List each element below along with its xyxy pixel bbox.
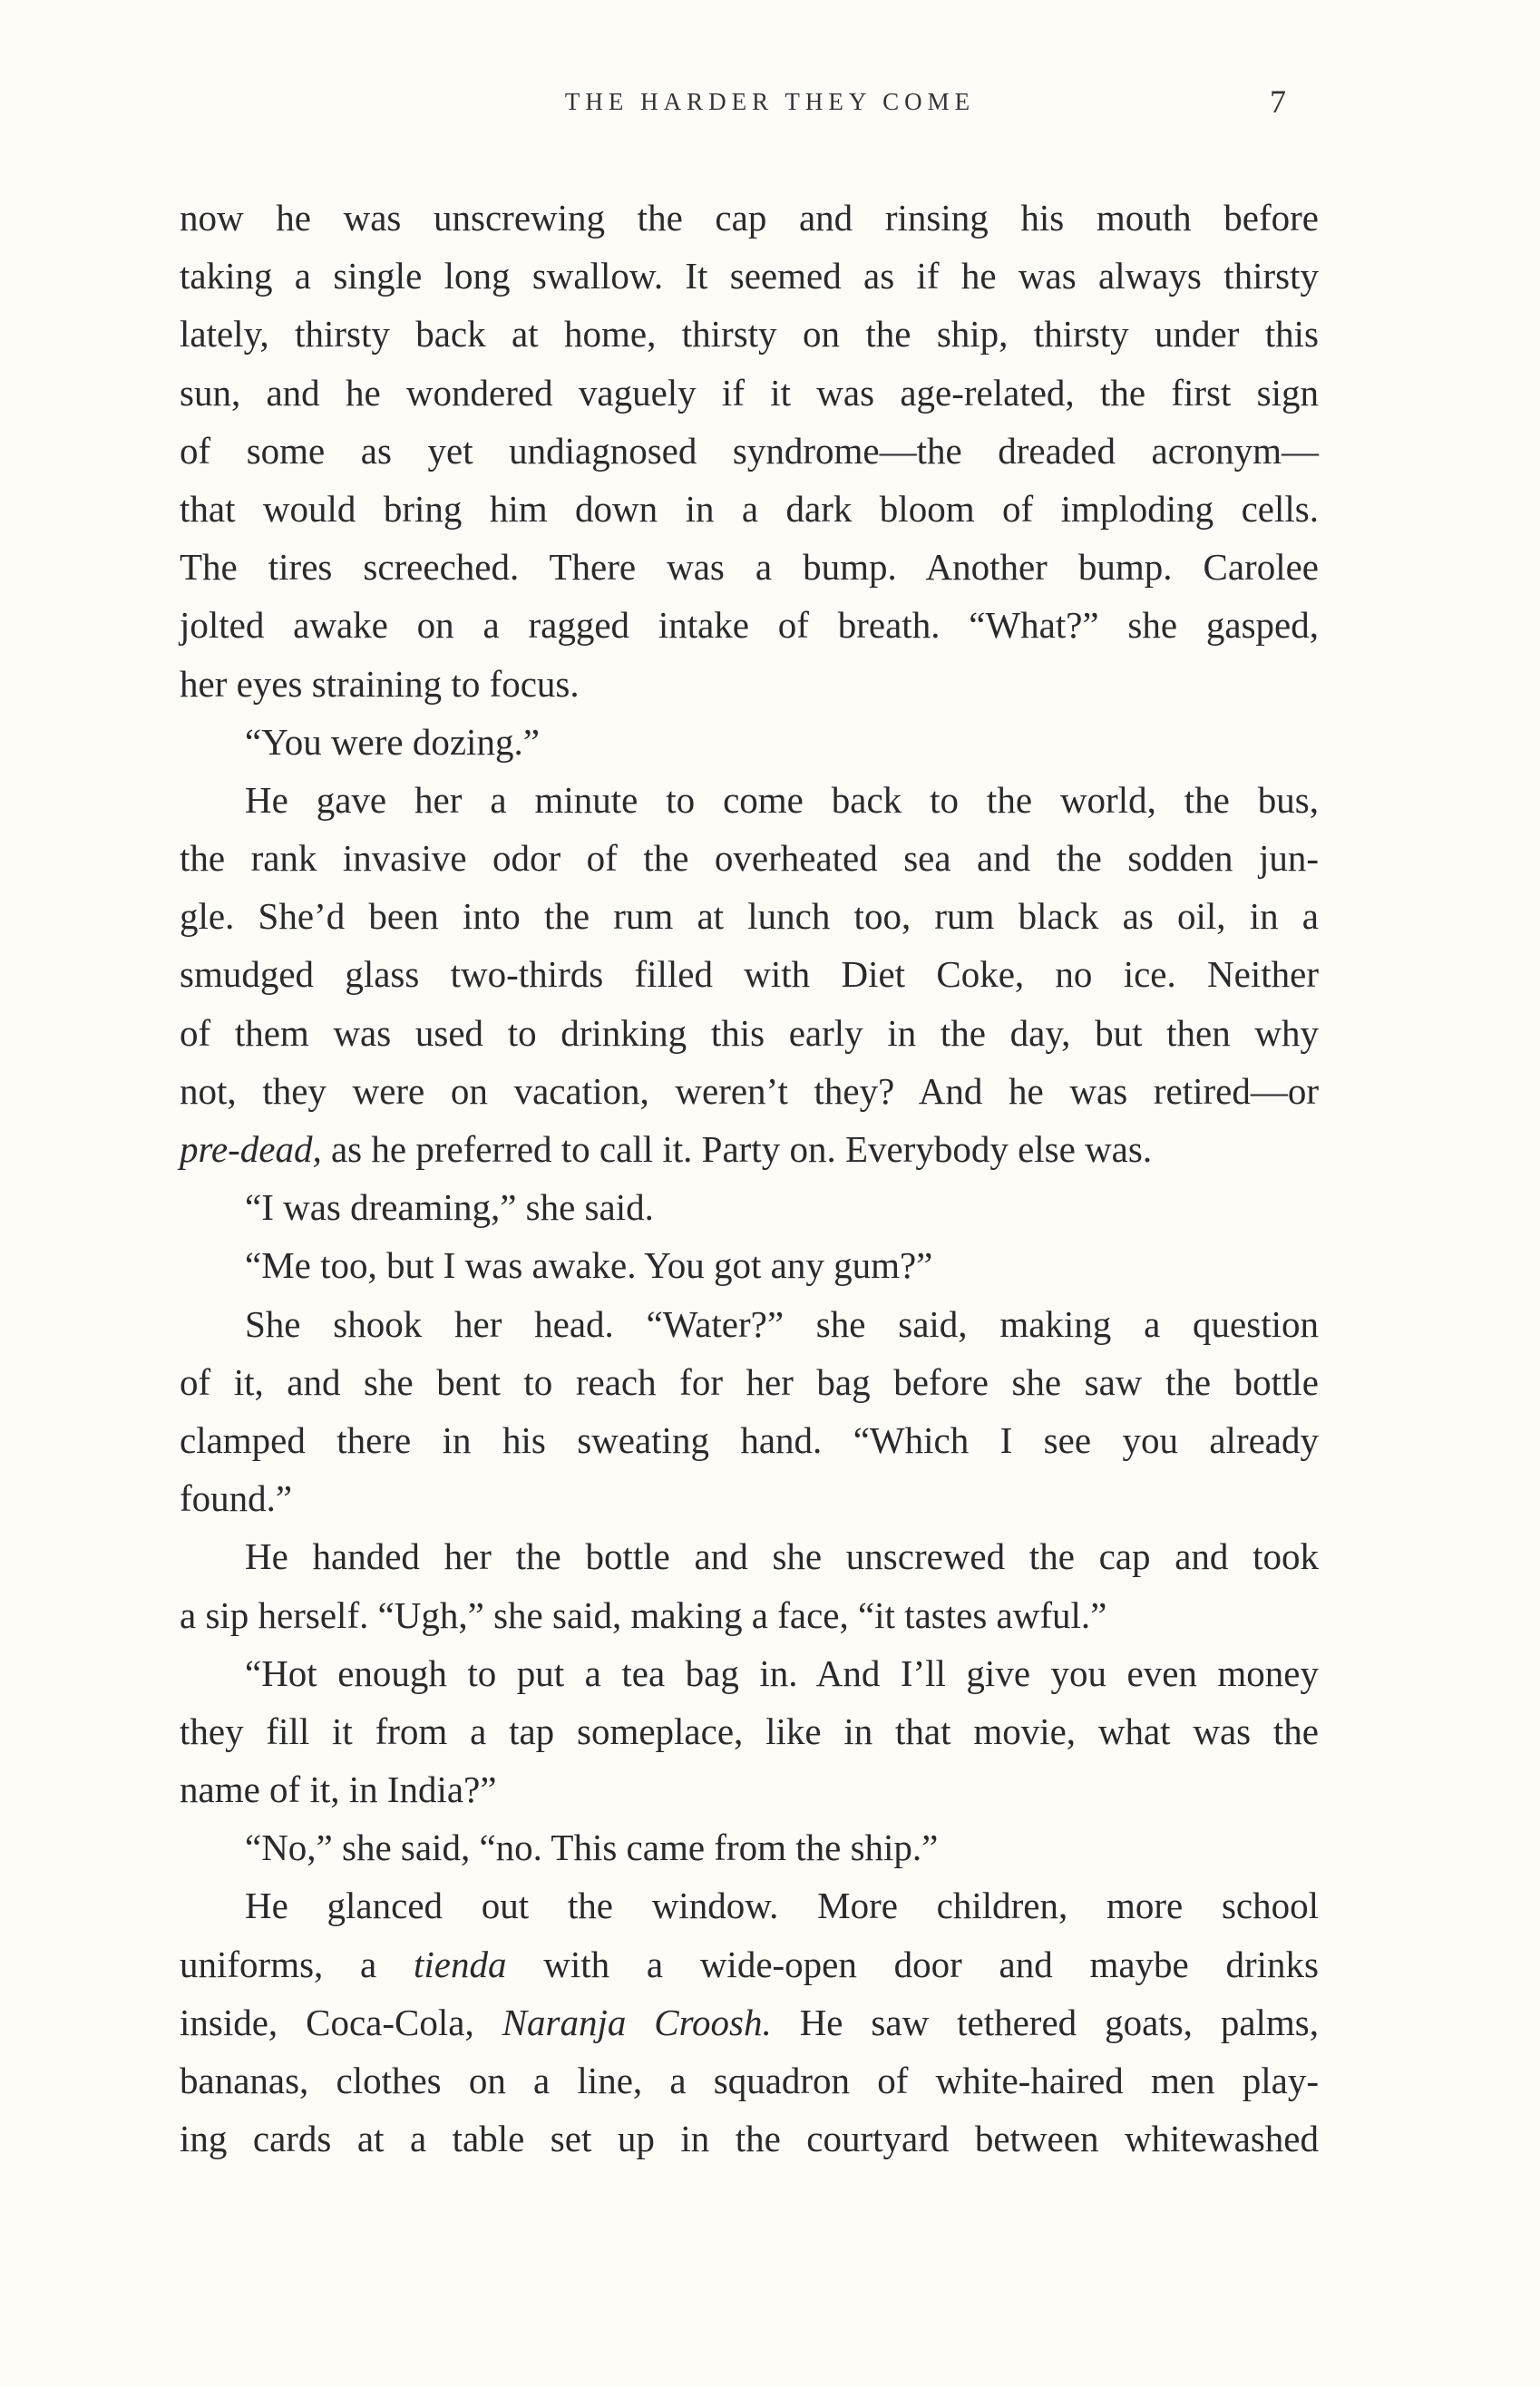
text-segment: of them was used to drinking this early in the day, but then why bbox=[180, 1011, 1319, 1054]
text-segment: jolted awake on a ragged intake of breath. “What?” she gasped, bbox=[180, 604, 1319, 647]
text-segment: She shook her head. “Water?” she said, making a question bbox=[245, 1302, 1319, 1345]
text-segment: He handed her the bottle and she unscrewed the cap and took bbox=[245, 1535, 1319, 1578]
italic-text: Naranja Croosh. bbox=[502, 2001, 772, 2043]
text-line bbox=[180, 1353, 1319, 1411]
text-line bbox=[180, 305, 1319, 363]
italic-text: tienda bbox=[414, 1943, 507, 1985]
text-segment: bananas, clothes on a line, a squadron of white-haired men play- bbox=[180, 2060, 1319, 2101]
text-line bbox=[180, 1469, 1319, 1527]
text-segment: “Hot enough to put a tea bag in. And I’ll give you even money bbox=[245, 1651, 1319, 1694]
text-segment: ing cards at a table set up in the courtyard between whitewashed bbox=[180, 2118, 1319, 2160]
text-line bbox=[180, 1644, 1319, 1702]
text-line bbox=[180, 1120, 1319, 1178]
text-segment: of some as yet undiagnosed syndrome—the dreaded acronym— bbox=[180, 429, 1319, 472]
text-segment: taking a single long swallow. It seemed as if he was always thirsty bbox=[180, 255, 1319, 297]
text-line bbox=[180, 1411, 1319, 1469]
text-segment: as he preferred to call it. Party on. Everybody else was. bbox=[321, 1128, 1153, 1170]
text-segment: they fill it from a tap someplace, like in that movie, what was the bbox=[180, 1710, 1319, 1752]
running-title: THE HARDER THEY COME bbox=[564, 88, 976, 115]
text-line bbox=[180, 1295, 1319, 1353]
text-segment: He gave her a minute to come back to the world, the bus, bbox=[245, 778, 1319, 821]
text-line bbox=[180, 2051, 1319, 2109]
text-segment: “I was dreaming,” she said. bbox=[245, 1186, 654, 1229]
text-line bbox=[180, 1178, 1319, 1236]
text-segment: now he was unscrewing the cap and rinsing his mouth before bbox=[180, 197, 1319, 239]
text-line bbox=[180, 829, 1319, 887]
text-segment: a sip herself. “Ugh,” she said, making a face, “it tastes awful.” bbox=[180, 1593, 1107, 1636]
text-segment: smudged glass two-thirds filled with Diet Coke, no ice. Neither bbox=[180, 953, 1319, 996]
text-line bbox=[180, 1702, 1319, 1760]
text-segment: her eyes straining to focus. bbox=[180, 662, 580, 705]
text-segment: lately, thirsty back at home, thirsty on the ship, thirsty under this bbox=[180, 313, 1319, 356]
text-segment: the rank invasive odor of the overheated sea and the sodden jun- bbox=[180, 837, 1319, 880]
text-line bbox=[180, 1236, 1319, 1294]
text-line bbox=[180, 655, 1319, 713]
text-segment: inside, Coca-Cola, bbox=[180, 2001, 502, 2043]
text-line bbox=[180, 189, 1319, 247]
text-segment: gle. She’d been into the rum at lunch too, rum black as oil, in a bbox=[180, 895, 1319, 938]
text-segment: “Me too, but I was awake. You got any gum?” bbox=[245, 1244, 933, 1287]
text-line bbox=[180, 422, 1319, 480]
text-line bbox=[180, 1004, 1319, 1062]
text-line bbox=[180, 887, 1319, 945]
text-segment: of it, and she bent to reach for her bag before she saw the bottle bbox=[180, 1360, 1319, 1403]
text-segment: sun, and he wondered vaguely if it was age-related, the first sign bbox=[180, 371, 1319, 414]
text-segment: uniforms, a bbox=[180, 1943, 414, 1985]
text-segment: that would bring him down in a dark bloom of imploding cells. bbox=[180, 487, 1319, 530]
text-segment: “No,” she said, “no. This came from the ship.” bbox=[245, 1827, 939, 1869]
text-line bbox=[180, 1876, 1319, 1934]
italic-text: pre-dead, bbox=[180, 1128, 322, 1170]
text-line bbox=[180, 1760, 1319, 1818]
text-line bbox=[180, 713, 1319, 771]
page-number: 7 bbox=[1270, 83, 1286, 120]
text-segment: not, they were on vacation, weren’t they? And he was retired—or bbox=[180, 1069, 1319, 1112]
text-segment: He glanced out the window. More children, more school bbox=[245, 1885, 1319, 1927]
text-line bbox=[180, 2109, 1319, 2168]
text-segment: clamped there in his sweating hand. “Which I see you already bbox=[180, 1418, 1319, 1461]
text-segment: found.” bbox=[180, 1477, 293, 1520]
text-line bbox=[180, 1993, 1319, 2051]
text-line bbox=[180, 596, 1319, 654]
running-header bbox=[0, 83, 1540, 120]
text-line bbox=[180, 480, 1319, 538]
body-text bbox=[180, 189, 1319, 2168]
text-segment: name of it, in India?” bbox=[180, 1768, 497, 1811]
text-line bbox=[180, 1586, 1319, 1644]
text-segment: He saw tethered goats, palms, bbox=[771, 2001, 1320, 2043]
text-segment: with a wide-open door and maybe drinks bbox=[506, 1943, 1319, 1985]
text-line bbox=[180, 1935, 1319, 1993]
text-line bbox=[180, 1062, 1319, 1120]
text-segment: The tires screeched. There was a bump. Another bump. Carolee bbox=[180, 546, 1319, 589]
text-line bbox=[180, 247, 1319, 305]
text-line bbox=[180, 364, 1319, 422]
text-line bbox=[180, 771, 1319, 829]
text-segment: “You were dozing.” bbox=[245, 720, 540, 763]
text-line bbox=[180, 945, 1319, 1003]
text-line bbox=[180, 1527, 1319, 1585]
text-line bbox=[180, 1818, 1319, 1876]
text-line bbox=[180, 538, 1319, 596]
